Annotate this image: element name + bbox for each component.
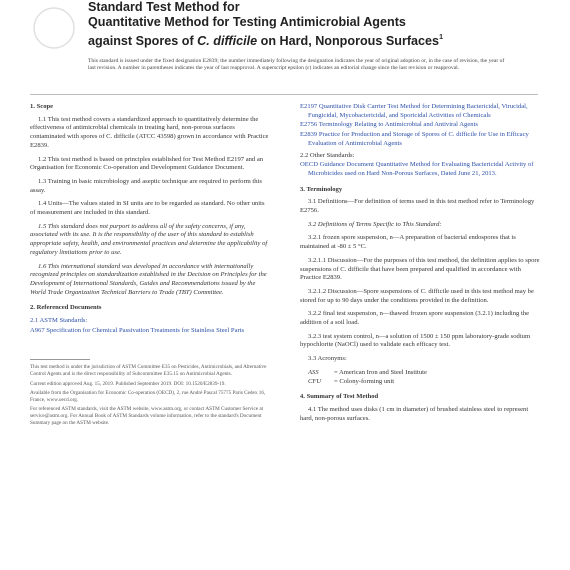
acronym-key: ASS bbox=[308, 368, 319, 376]
paragraph-3-3: 3.3 Acronyms: bbox=[308, 355, 347, 363]
reference-e2197[interactable]: E2197 Quantitative Disk Carrier Test Method for Determining Bactericidal, Virucidal, Fungicidal, Mycobactericidal, and Sporicidal Activities of Chemicals bbox=[300, 103, 528, 119]
left-column bbox=[30, 103, 270, 429]
paragraph-3-2-1: 3.2.1 frozen spore suspension, n—A preparation of bacterial endospores that is maintained at -80 ± 5 °C. bbox=[300, 234, 516, 251]
acronym-row bbox=[308, 369, 540, 378]
reference-oecd[interactable]: OECD Guidance Document Quantitative Method for Evaluating Bactericidal Activity of Microbicides used on Hard Non-Porous Surfaces, Dated June 21, 2013. bbox=[300, 161, 534, 177]
paragraph-4-1: 4.1 The method uses disks (1 cm in diameter) of brushed stainless steel to represent hard, non-porous surfaces. bbox=[300, 405, 529, 422]
paragraph-3-2-3: 3.2.3 test system control, n—a solution of 1500 ± 150 ppm laboratory-grade sodium hypochlorite (NaOCl) used to validate each efficacy test. bbox=[300, 332, 531, 349]
reference-e2756[interactable]: E2756 Terminology Relating to Antimicrobial and Antiviral Agents bbox=[300, 121, 478, 129]
section-heading-terminology: 3. Terminology bbox=[300, 185, 343, 193]
paragraph-3-2-1-1: 3.2.1.1 Discussion—For the purposes of this test method, the definition applies to spore suspensions of C. difficile that have been prepared and qualified in accordance with Practice E2839. bbox=[300, 256, 540, 282]
section-heading-referenced-documents: 2. Referenced Documents bbox=[30, 304, 102, 312]
title-line-3: against Spores of C. difficile on Hard, Nonporous Surfaces$^1$ bbox=[88, 34, 443, 48]
footnote-1b: Current edition approved Aug. 15, 2019. Published September 2019. DOI: 10.1520/E2839-19. bbox=[30, 380, 226, 387]
astm-logo-icon bbox=[30, 4, 78, 52]
paragraph-1-2: 1.2 This test method is based on principles established for Test Method E2197 and an Organisation for Economic Co-operation and Development Guidance Document. bbox=[30, 155, 264, 172]
section-heading-summary: 4. Summary of Test Method bbox=[300, 393, 379, 401]
right-column bbox=[300, 103, 540, 428]
footnote-3: For referenced ASTM standards, visit the ASTM website, www.astm.org, or contact ASTM Customer Service at service@astm.org. For Annual Book of ASTM Standards volume information, refer to the standard's Document Summary page on the ASTM website. bbox=[30, 406, 264, 426]
header-divider bbox=[30, 94, 538, 95]
paragraph-1-4: 1.4 Units—The values stated in SI units are to be regarded as standard. No other units of measurement are included in this standard. bbox=[30, 200, 265, 217]
acronym-value: = American Iron and Steel Institute bbox=[334, 368, 427, 376]
paragraph-1-3: 1.3 Training in basic microbiology and aseptic technique are required to perform this assay. bbox=[30, 177, 262, 194]
reference-e2839[interactable]: E2839 Practice for Production and Storage of Spores of C. difficile for Use in Efficacy Evaluation of Antimicrobial Agents bbox=[300, 131, 529, 147]
acronym-key: CFU bbox=[308, 377, 322, 385]
paragraph-3-1: 3.1 Definitions—For definition of terms used in this test method refer to Terminology E2756. bbox=[300, 198, 535, 215]
paragraph-3-2-2: 3.2.2 final test suspension, n—thawed frozen spore suspension (3.2.1) including the addition of a soil load. bbox=[300, 310, 530, 327]
footnote-divider bbox=[30, 359, 90, 360]
reference-a967[interactable]: A967 Specification for Chemical Passivation Treatments for Stainless Steel Parts bbox=[30, 326, 245, 334]
section-heading-scope: 1. Scope bbox=[30, 103, 54, 110]
footnote-1: This test method is under the jurisdiction of ASTM Committee E35 on Pesticides, Antimicrobials, and Alternative Control Agents and is the direct responsibility of Subcommittee E35.15 on Antimicrobial Agents. bbox=[30, 364, 267, 378]
document-title bbox=[88, 0, 508, 49]
title-line-1: Standard Test Method for bbox=[88, 0, 240, 14]
astm-standards-label[interactable]: 2.1 ASTM Standards: bbox=[30, 317, 88, 325]
designation-preamble: This standard is issued under the fixed designation E2839; the number immediately following the designation indicates the year of original adoption or, in the case of revision, the year of last revision. A number in parentheses indicates the year of last reapproval. A superscript epsilon (ε) indicates an editorial change since the last revision or reapproval. bbox=[88, 58, 505, 71]
footnote-2: Available from the Organisation for Economic Co-operation (OECD), 2, rue André Pascal 75775 Paris Cedex 16, France, www.oecd.org. bbox=[30, 390, 266, 403]
acronym-row bbox=[308, 378, 540, 387]
paragraph-3-2: 3.2 Definitions of Terms Specific to This Standard: bbox=[308, 220, 442, 228]
paragraph-1-6: 1.6 This international standard was developed in accordance with internationally recognized principles on standardization established in the Decision on Principles for the Development of International Standards, Guides and Recommendations issued by the World Trade Organization Technical Barriers to Trade (TBT) Committee. bbox=[30, 262, 267, 296]
acronym-value: = Colony-forming unit bbox=[334, 377, 395, 385]
paragraph-1-1: 1.1 This test method covers a standardized approach to quantitatively determine the effectiveness of antimicrobial chemicals in treating hard, non-porous surfaces contaminated with spores of C. difficile (ATCC 43598) grown in accordance with Practice E2839. bbox=[30, 115, 269, 149]
paragraph-1-5: 1.5 This standard does not purport to address all of the safety concerns, if any, associated with its use. It is the responsibility of the user of this standard to establish appropriate safety, health, and environmental practices and determine the applicability of regulatory limitations prior to use. bbox=[30, 222, 268, 256]
title-line-2: Quantitative Method for Testing Antimicrobial Agents bbox=[88, 15, 406, 29]
paragraph-3-2-1-2: 3.2.1.2 Discussion—Spore suspensions of C. difficile used in this test method may be stored for up to 90 days under the conditions provided in the definition. bbox=[300, 287, 534, 304]
other-standards-label: 2.2 Other Standards: bbox=[300, 151, 355, 159]
